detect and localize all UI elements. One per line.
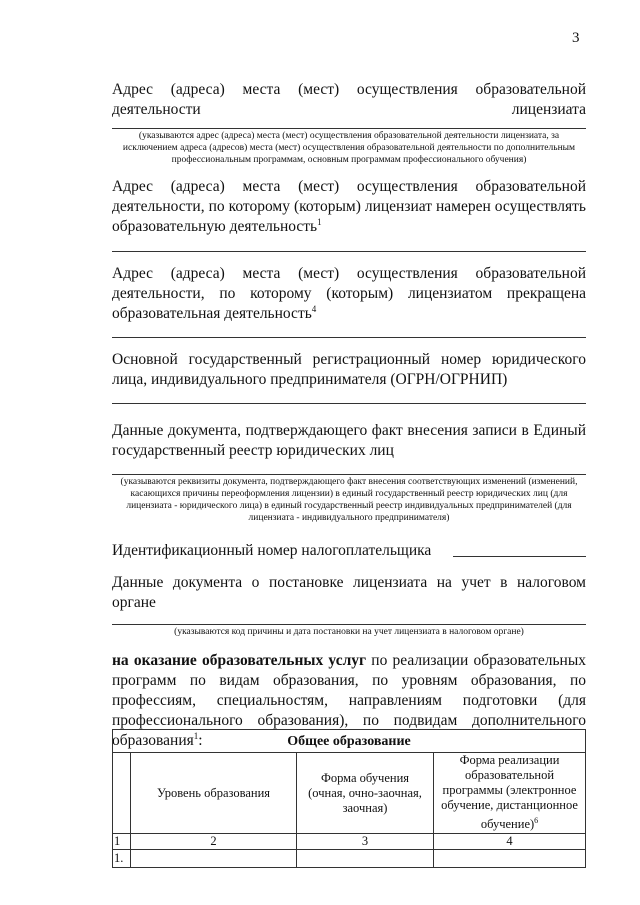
- fill-line: [112, 624, 586, 625]
- table-cell[interactable]: [297, 850, 434, 868]
- header-form: Форма обучения (очная, очно-заочная, заочная): [297, 753, 434, 834]
- footnote-ref: 1: [317, 216, 322, 227]
- general-education-table: [112, 729, 586, 868]
- header-realization: Форма реализации образовательной программы (электронное обучение, дистанционное обучение)$^6$: [434, 753, 586, 834]
- inn-row: [112, 541, 586, 561]
- ogrn-paragraph: Основной государственный регистрационный номер юридического лица, индивидуального предпринимателя (ОГРН/ОГРНИП): [112, 351, 586, 388]
- inn-label: Идентификационный номер налогоплательщика: [112, 542, 432, 559]
- address-paragraph-1: Адрес (адреса) места (мест) осуществления образовательной деятельности лицензиата: [112, 81, 586, 118]
- fill-line: [112, 474, 586, 475]
- footnote-ref: 6: [534, 816, 539, 826]
- services-bold-lead: на оказание образовательных услуг: [112, 652, 367, 669]
- col-number-2: 2: [131, 834, 297, 850]
- fill-line: [112, 403, 586, 404]
- table-cell[interactable]: [131, 850, 297, 868]
- row-label: 1.: [113, 850, 131, 868]
- fill-line: [112, 128, 586, 129]
- page-number: 3: [572, 30, 580, 46]
- col-number-1: 1: [113, 834, 131, 850]
- fill-line: [112, 337, 586, 338]
- col-number-3: 3: [297, 834, 434, 850]
- services-paragraph: на оказание образовательных услуг по реализации образовательных программ по видам образования, по уровням образования, по профессиям, специальностям, направлениям подготовки (для профессионального образования), по подвидам дополнительного образования$^1$:: [112, 652, 587, 749]
- col-number-4: 4: [434, 834, 586, 850]
- header-number-cell: [113, 753, 131, 834]
- egrul-caption: (указываются реквизиты документа, подтверждающего факт внесения соответствующих изменений (изменений, касающихся причины переоформления лицензии) в единый государственный реестр юридических лиц (для лицензиата - юридического лица) в единый государственный реестр индивидуальных предпринимателей (для лицензиата - индивидуального предпринимателя): [120, 477, 578, 523]
- tax-caption: (указываются код причины и дата постановки на учет лицензиата в налоговом органе): [174, 627, 524, 637]
- address-paragraph-3: Адрес (адреса) места (мест) осуществления образовательной деятельности, по которому (которым) лицензиатом прекращена образовательная деятельность$^4$: [112, 265, 586, 322]
- header-level: Уровень образования: [131, 753, 297, 834]
- address-paragraph-2: Адрес (адреса) места (мест) осуществления образовательной деятельности, по которому (которым) лицензиат намерен осуществлять образовательную деятельность$^1$: [112, 178, 586, 235]
- tax-paragraph: Данные документа о постановке лицензиата на учет в налоговом органе: [112, 574, 586, 611]
- inn-fill-line: [453, 556, 586, 557]
- address-caption-1: (указываются адрес (адреса) места (мест) осуществления образовательной деятельности лицензиата, за исключением адреса (адресов) места (мест) осуществления образовательной деятельности по дополнительным профессиональным программам, основным программам профессионального обучения): [122, 131, 576, 165]
- egrul-paragraph: Данные документа, подтверждающего факт внесения записи в Единый государственный реестр юридических лиц: [112, 422, 586, 459]
- footnote-ref: 1: [193, 730, 199, 741]
- table-title: Общее образование: [113, 730, 586, 753]
- table-cell[interactable]: [434, 850, 586, 868]
- footnote-ref: 4: [311, 303, 317, 314]
- document-body: [112, 80, 586, 751]
- fill-line: [112, 251, 586, 252]
